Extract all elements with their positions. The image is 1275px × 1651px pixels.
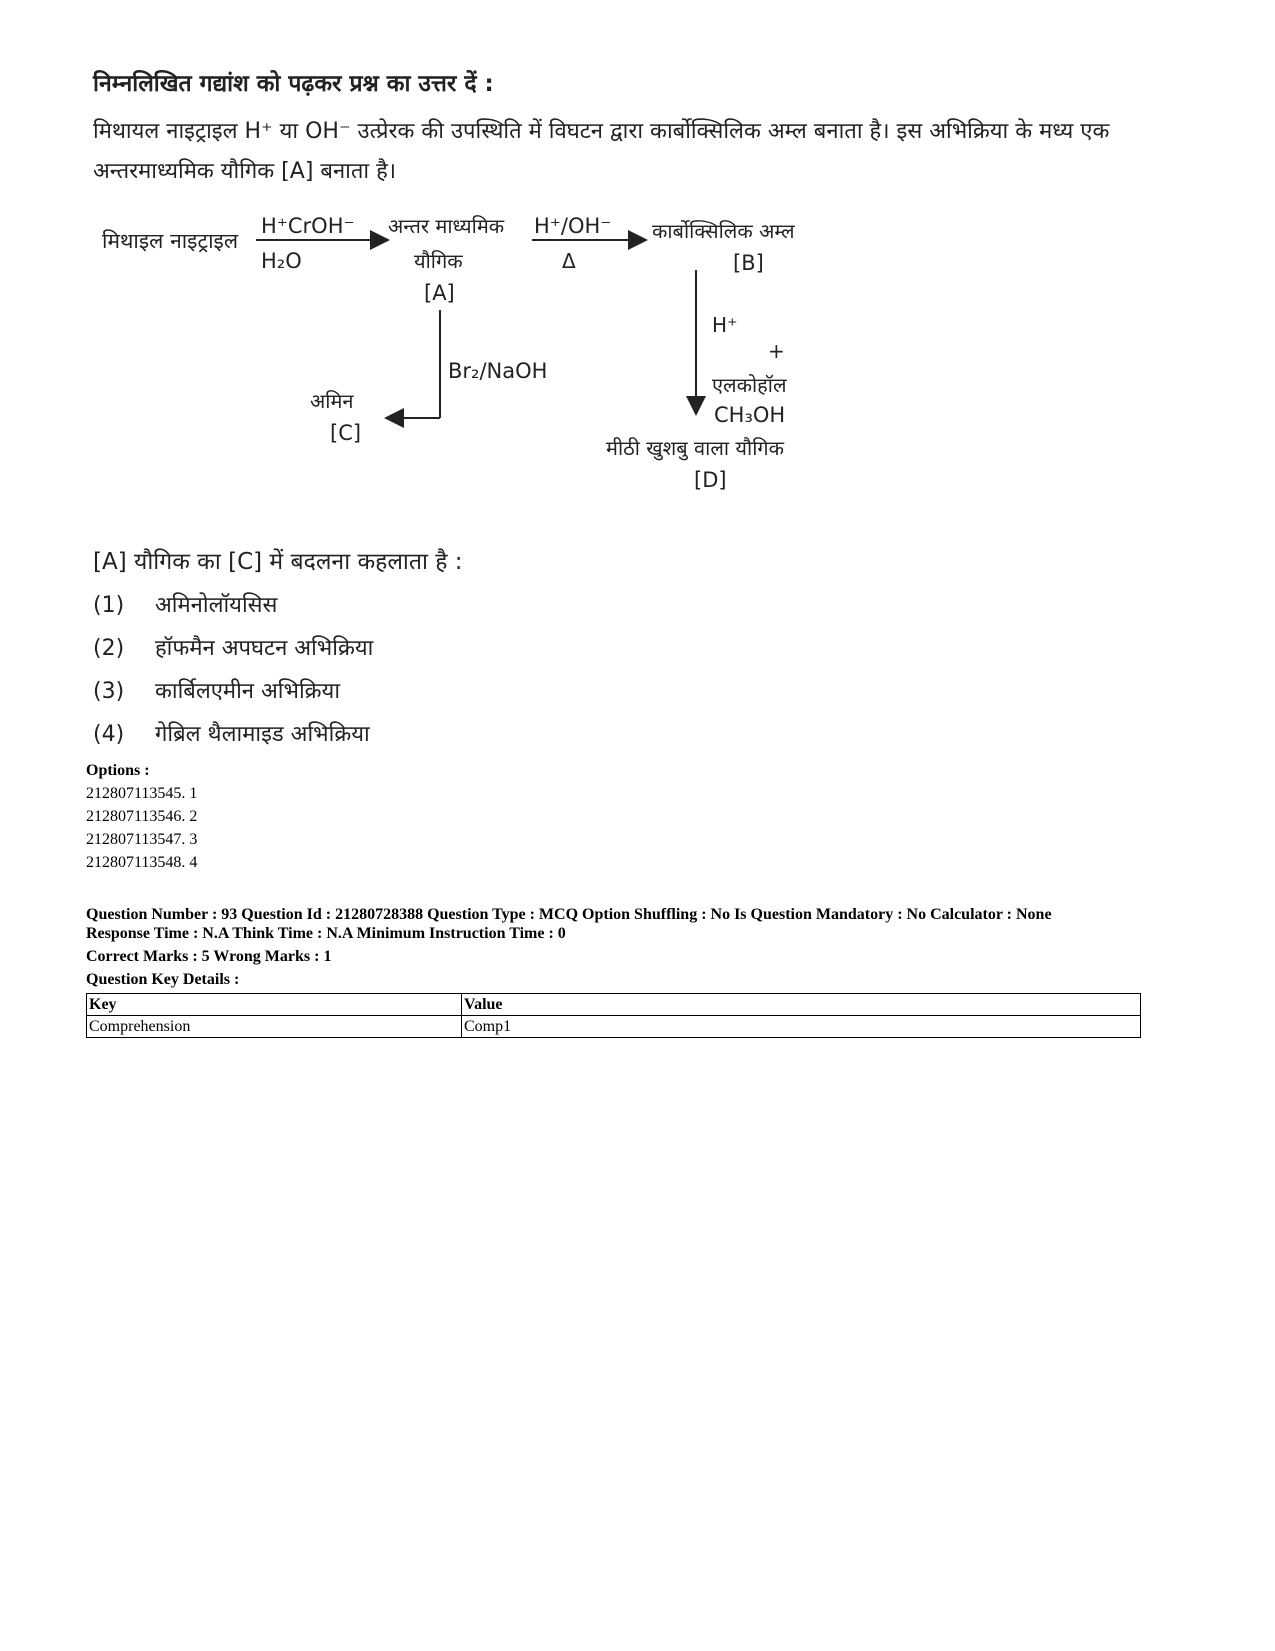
options-label: Options :: [86, 762, 150, 779]
reagent-d-2: +: [768, 339, 785, 363]
product-c: अमिन: [310, 389, 354, 413]
option-id-1: 212807113545. 1: [86, 785, 198, 802]
key-details-label: Question Key Details :: [86, 971, 240, 988]
reagent-d-4: CH₃OH: [714, 403, 786, 427]
question-meta-line2: Response Time : N.A Think Time : N.A Minimum Instruction Time : 0: [86, 925, 566, 942]
condition1-top: H⁺CrOH⁻: [261, 214, 355, 238]
table-header-key: Key: [87, 994, 462, 1016]
reagent-d-3: एलकोहॉल: [712, 373, 787, 397]
table-row: [87, 1016, 1141, 1038]
product-b: कार्बोक्सिलिक अम्ल: [652, 219, 795, 243]
condition2-top: H⁺/OH⁻: [534, 214, 612, 238]
condition1-bottom: H₂O: [261, 249, 302, 273]
reaction-diagram: [96, 200, 856, 500]
passage-heading: निम्नलिखित गद्यांश को पढ़कर प्रश्न का उत्तर दें :: [93, 71, 494, 97]
product-d-label: [D]: [694, 468, 727, 492]
condition2-bottom: Δ: [562, 249, 576, 273]
key-details-table: [86, 993, 1141, 1038]
option-text: हॉफमैन अपघटन अभिक्रिया: [155, 636, 374, 661]
intermediate-line1: अन्तर माध्यमिक: [388, 214, 505, 238]
table-cell-key: Comprehension: [87, 1016, 462, 1038]
option-id-2: 212807113546. 2: [86, 808, 198, 825]
option-text: गेब्रिल थैलामाइड अभिक्रिया: [155, 722, 370, 747]
option-number: (3): [93, 679, 125, 704]
reactant-label: मिथाइल नाइट्राइल: [102, 229, 239, 253]
option-2: [93, 632, 373, 662]
option-text: अमिनोलॉयसिस: [155, 593, 278, 618]
product-b-label: [B]: [733, 251, 764, 275]
passage-text: मिथायल नाइट्राइल H⁺ या OH⁻ उत्प्रेरक की उपस्थिति में विघटन द्वारा कार्बोक्सिलिक अम्ल बनाता है। इस अभिक्रिया के मध्य एक अन्तरमाध्यमिक यौगिक [A] बनाता है।: [93, 119, 1110, 184]
option-number: (4): [93, 722, 125, 747]
intermediate-line2: यौगिक: [414, 249, 463, 273]
table-header-row: [87, 994, 1141, 1016]
option-4: [93, 718, 370, 748]
reagent-d-1: H⁺: [712, 313, 738, 337]
option-id-4: 212807113548. 4: [86, 854, 198, 871]
table-cell-value: Comp1: [462, 1016, 1141, 1038]
question-meta-line1: Question Number : 93 Question Id : 21280728388 Question Type : MCQ Option Shuffling : No Is Question Mandatory : No Calculator : None: [86, 906, 1052, 923]
intermediate-label: [A]: [424, 281, 455, 305]
option-3: [93, 675, 340, 705]
reagent-c: Br₂/NaOH: [448, 359, 548, 383]
option-text: कार्बिलएमीन अभिक्रिया: [155, 679, 341, 704]
product-d: मीठी खुशबु वाला यौगिक: [606, 436, 785, 460]
option-number: (2): [93, 636, 125, 661]
question-text: [A] यौगिक का [C] में बदलना कहलाता है :: [93, 549, 463, 575]
table-header-value: Value: [462, 994, 1141, 1016]
marks-line: Correct Marks : 5 Wrong Marks : 1: [86, 948, 332, 965]
product-c-label: [C]: [330, 421, 362, 445]
option-1: [93, 589, 277, 619]
option-number: (1): [93, 593, 125, 618]
option-id-3: 212807113547. 3: [86, 831, 198, 848]
